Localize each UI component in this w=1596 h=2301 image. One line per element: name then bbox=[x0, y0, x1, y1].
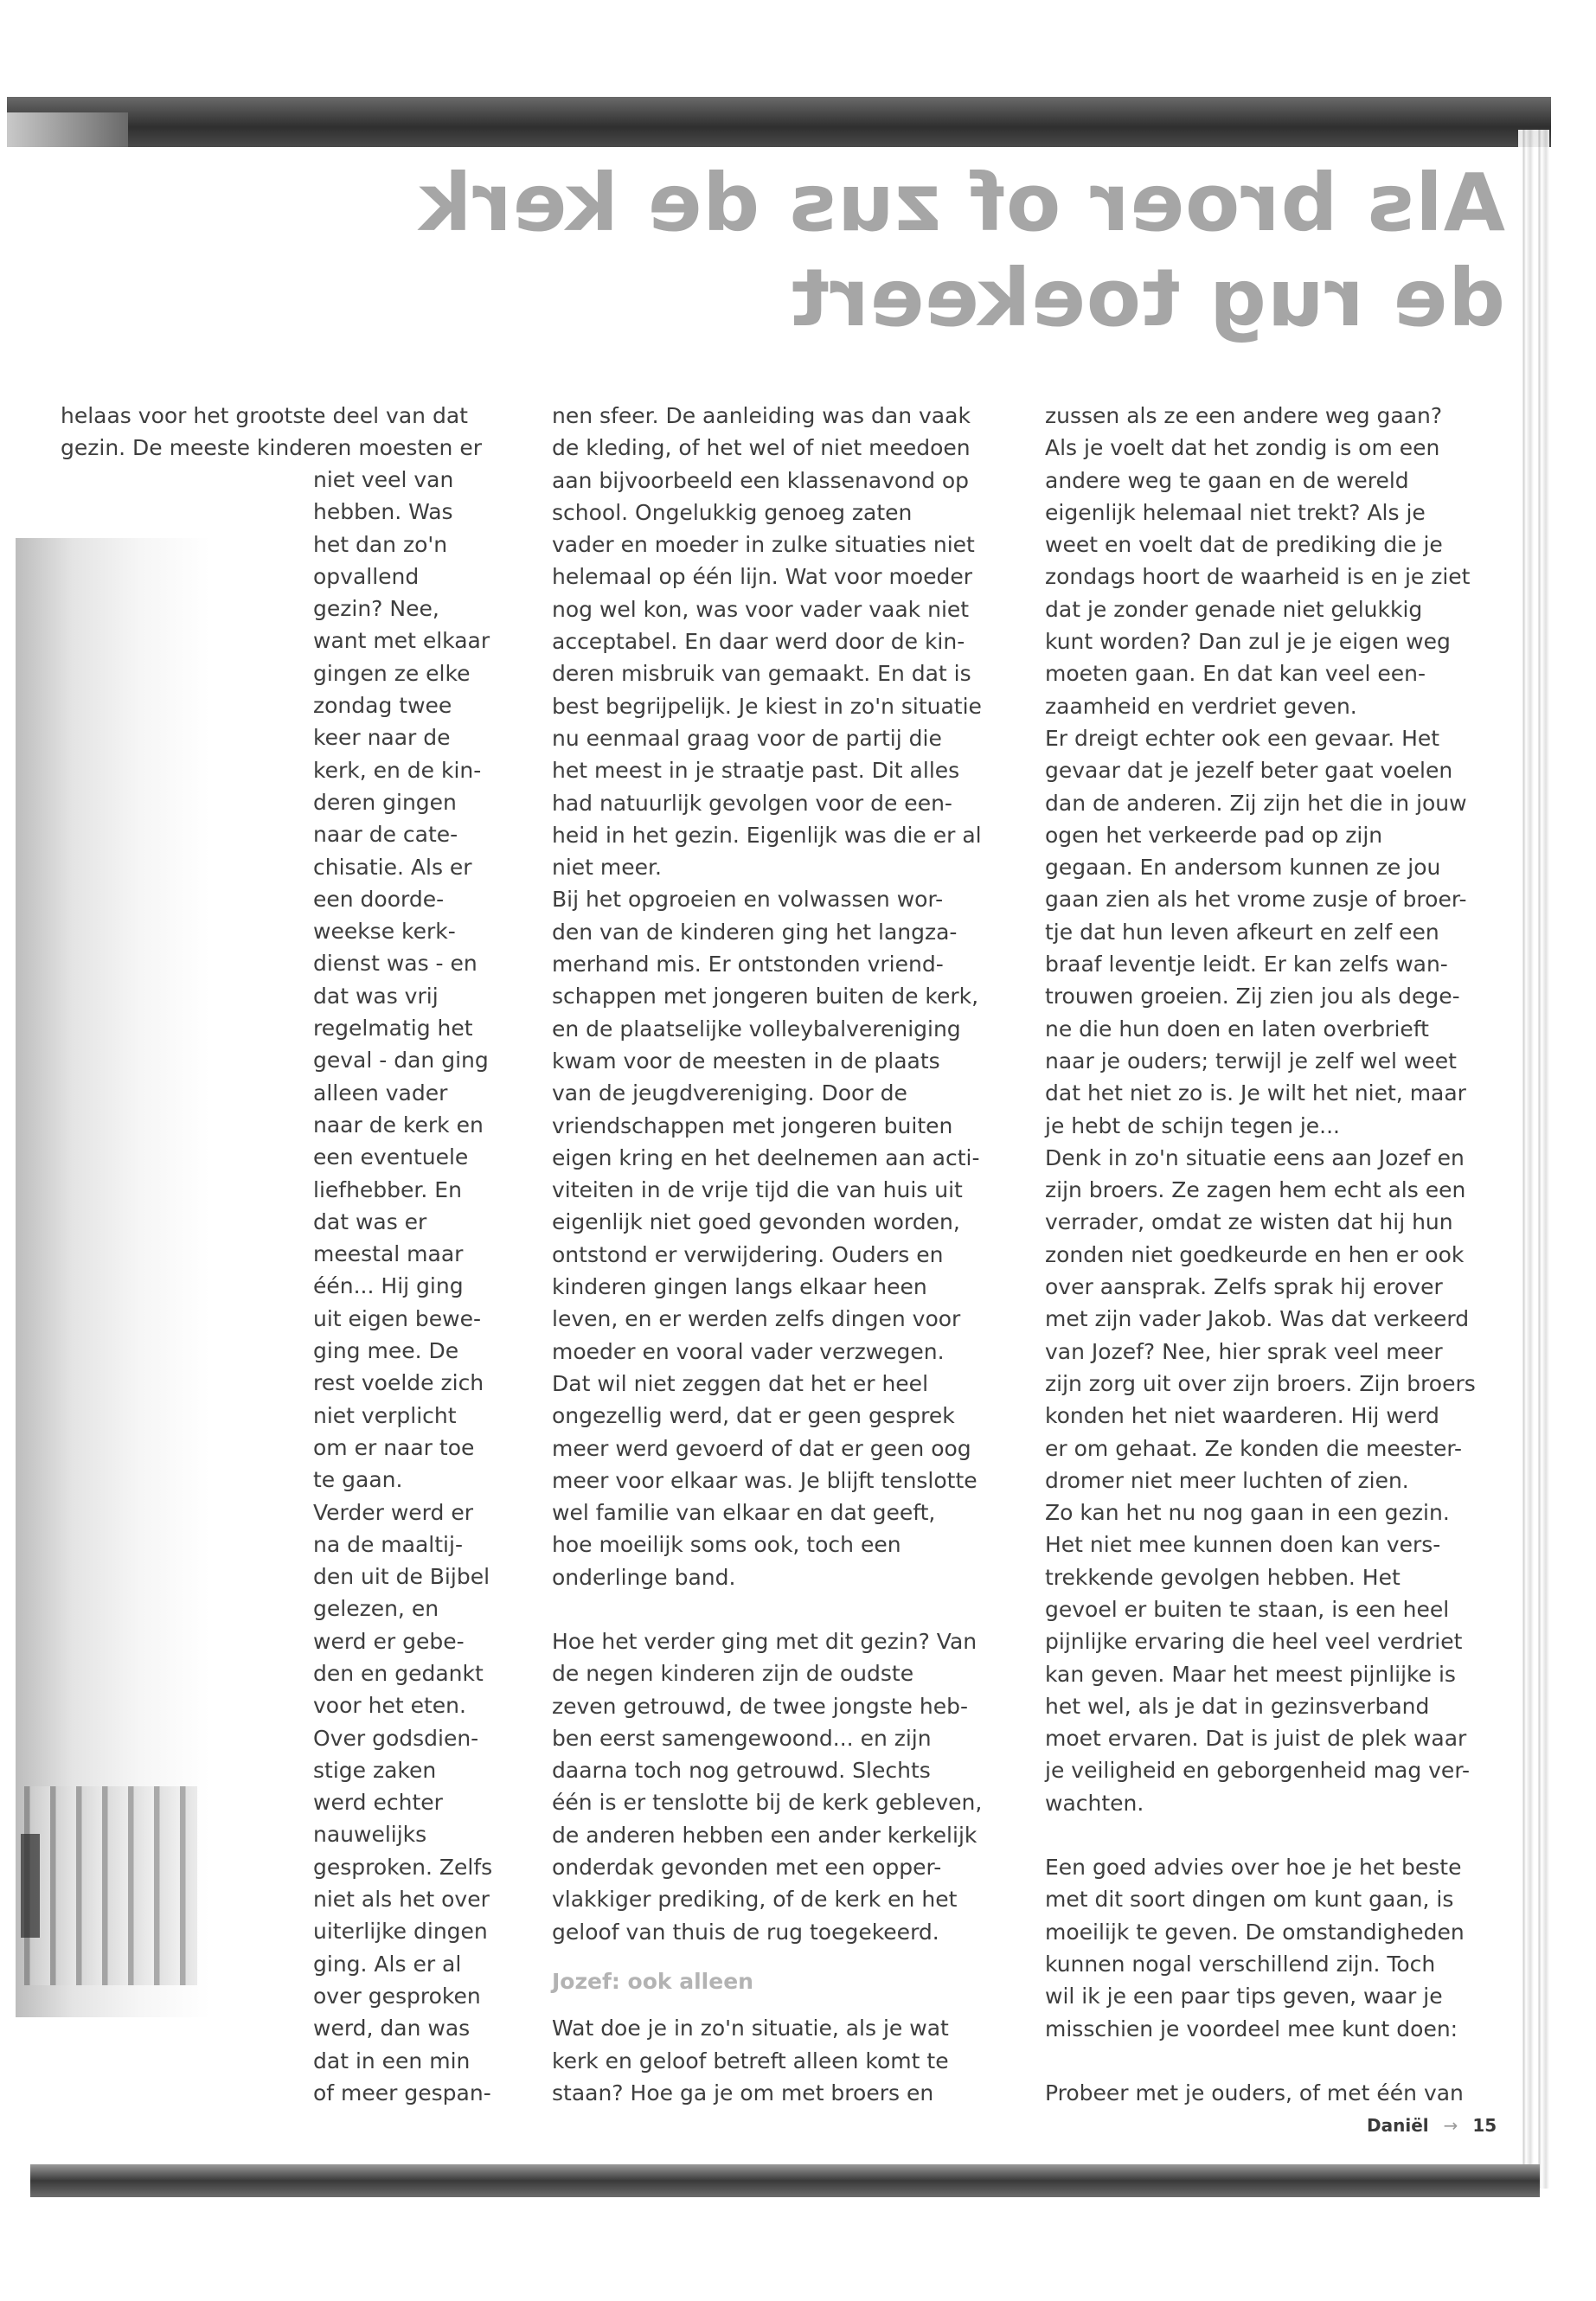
text-line: kunnen nogal verschillend zijn. Toch bbox=[1045, 1951, 1436, 1977]
text-line: deren misbruik van gemaakt. En dat is bbox=[552, 661, 971, 687]
top-scan-bar-highlight bbox=[7, 112, 128, 147]
column-1-text bbox=[313, 464, 521, 2109]
text-line: werd echter bbox=[313, 1790, 443, 1816]
text-line: moeder en vooral vader verzwegen. bbox=[552, 1338, 945, 1364]
text-line: misschien je voordeel mee kunt doen: bbox=[1045, 2016, 1458, 2041]
text-line: zussen als ze een andere weg gaan? bbox=[1045, 403, 1443, 428]
text-line: helaas voor het grootste deel van dat bbox=[61, 403, 468, 428]
text-line: braaf leventje leidt. Er kan zelfs wan- bbox=[1045, 952, 1448, 977]
text-line: over gesproken bbox=[313, 1983, 481, 2009]
text-line: meer werd gevoerd of dat er geen oog bbox=[552, 1435, 971, 1461]
text-line: schappen met jongeren buiten de kerk, bbox=[552, 984, 979, 1009]
text-line: nog wel kon, was voor vader vaak niet bbox=[552, 596, 970, 622]
text-line: zondag twee bbox=[313, 693, 452, 719]
text-line: over aansprak. Zelfs sprak hij erover bbox=[1045, 1274, 1443, 1300]
text-line: merhand mis. Er ontstonden vriend- bbox=[552, 952, 944, 977]
text-line: één is er tenslotte bij de kerk gebleven, bbox=[552, 1790, 983, 1816]
text-line: Verder werd er bbox=[313, 1499, 473, 1525]
text-line: naar de kerk en bbox=[313, 1112, 484, 1138]
text-line: had natuurlijk gevolgen voor de een- bbox=[552, 790, 952, 816]
text-line: want met elkaar bbox=[313, 628, 490, 654]
text-line: hoe moeilijk soms ook, toch een bbox=[552, 1532, 901, 1558]
text-line: gezin? Nee, bbox=[313, 596, 439, 622]
text-line: je hebt de schijn tegen je... bbox=[1045, 1112, 1341, 1138]
text-line: het wel, als je dat in gezinsverband bbox=[1045, 1693, 1430, 1719]
text-line: er om gehaat. Ze konden die meester- bbox=[1045, 1435, 1463, 1461]
text-line: ging. Als er al bbox=[313, 1951, 462, 1977]
text-line: ben eerst samengewoond... en zijn bbox=[552, 1725, 932, 1751]
text-line: om er naar toe bbox=[313, 1434, 475, 1460]
text-line: te gaan. bbox=[313, 1467, 403, 1493]
text-line: werd er gebe- bbox=[313, 1628, 465, 1654]
text-line: kerk, en de kin- bbox=[313, 757, 482, 783]
text-line: zeven getrouwd, de twee jongste heb- bbox=[552, 1693, 968, 1719]
text-line: nu eenmaal graag voor de partij die bbox=[552, 725, 942, 751]
page-number: 15 bbox=[1472, 2115, 1497, 2136]
text-line: dat het niet zo is. Je wilt het niet, maar bbox=[1045, 1080, 1466, 1106]
text-line: pijnlijke ervaring die heel veel verdriet bbox=[1045, 1629, 1463, 1655]
text-line: zijn zorg uit over zijn broers. Zijn broers bbox=[1045, 1370, 1476, 1396]
text-line: de kleding, of het wel of niet meedoen bbox=[552, 435, 971, 461]
text-line: gevoel er buiten te staan, is een heel bbox=[1045, 1596, 1450, 1622]
subheading: Jozef: ook alleen bbox=[552, 1968, 753, 1994]
text-line: Probeer met je ouders, of met één van bbox=[1045, 2080, 1464, 2106]
text-line: eigen kring en het deelnemen aan acti- bbox=[552, 1144, 980, 1170]
text-line: zijn broers. Ze zagen hem echt als een bbox=[1045, 1177, 1466, 1203]
text-line: van de jeugdvereniging. Door de bbox=[552, 1080, 907, 1106]
text-line: vriendschappen met jongeren buiten bbox=[552, 1112, 953, 1138]
text-line: acceptabel. En daar werd door de kin- bbox=[552, 629, 965, 655]
text-line: nen sfeer. De aanleiding was dan vaak bbox=[552, 403, 971, 428]
bottom-scan-bar bbox=[30, 2164, 1540, 2197]
text-line: niet veel van bbox=[313, 467, 454, 492]
text-line: gelezen, en bbox=[313, 1596, 439, 1622]
text-line: dat in een min bbox=[313, 2048, 471, 2073]
text-line: moet ervaren. Dat is juist de plek waar bbox=[1045, 1726, 1467, 1752]
text-line: één... Hij ging bbox=[313, 1273, 464, 1299]
top-scan-bar bbox=[7, 97, 1551, 147]
text-line: zondags hoort de waarheid is en je ziet bbox=[1045, 564, 1471, 590]
text-line: rest voelde zich bbox=[313, 1370, 484, 1396]
column-1-top-text bbox=[61, 400, 510, 465]
text-line: onderdak gevonden met een opper- bbox=[552, 1855, 942, 1881]
text-line: Hoe het verder ging met dit gezin? Van bbox=[552, 1628, 977, 1654]
text-line: Een goed advies over hoe je het beste bbox=[1045, 1855, 1462, 1881]
text-line: dan de anderen. Zij zijn het die in jouw bbox=[1045, 790, 1467, 816]
page-footer bbox=[1367, 2115, 1497, 2136]
text-line: of meer gespan- bbox=[313, 2080, 491, 2106]
text-line: trouwen groeien. Zij zien jou als dege- bbox=[1045, 984, 1460, 1009]
text-line: vader en moeder in zulke situaties niet bbox=[552, 532, 975, 558]
text-line: het meest in je straatje past. Dit alles bbox=[552, 758, 960, 784]
text-line: liefhebber. En bbox=[313, 1176, 462, 1202]
text-line: stige zaken bbox=[313, 1757, 437, 1783]
text-line: kerk en geloof betreft alleen komt te bbox=[552, 2048, 949, 2073]
text-line: Dat wil niet zeggen dat het er heel bbox=[552, 1370, 929, 1396]
text-line: ne die hun doen en laten overbrieft bbox=[1045, 1016, 1429, 1042]
text-line: daarna toch nog getrouwd. Slechts bbox=[552, 1758, 931, 1784]
text-line: naar je ouders; terwijl je zelf wel weet bbox=[1045, 1048, 1457, 1074]
text-line: opvallend bbox=[313, 563, 420, 589]
text-line: aan bijvoorbeeld een klassenavond op bbox=[552, 467, 970, 493]
text-line: dat was er bbox=[313, 1208, 427, 1234]
magazine-name: Daniël bbox=[1367, 2115, 1429, 2136]
text-line: weekse kerk- bbox=[313, 919, 456, 945]
text-line: gesproken. Zelfs bbox=[313, 1854, 493, 1880]
text-line: ogen het verkeerde pad op zijn bbox=[1045, 822, 1383, 848]
text-line: deren gingen bbox=[313, 789, 457, 815]
text-line: kunt worden? Dan zul je je eigen weg bbox=[1045, 629, 1451, 655]
text-line: dromer niet meer luchten of zien. bbox=[1045, 1467, 1409, 1493]
text-line: zonden niet goedkeurde en hen er ook bbox=[1045, 1241, 1465, 1267]
text-line: eigenlijk helemaal niet trekt? Als je bbox=[1045, 499, 1426, 525]
text-line: gingen ze elke bbox=[313, 660, 471, 686]
text-line: wel familie van elkaar en dat geeft, bbox=[552, 1500, 936, 1526]
text-line: keer naar de bbox=[313, 725, 451, 751]
text-line: moeilijk te geven. De omstandigheden bbox=[1045, 1919, 1465, 1945]
text-line: ontstond er verwijdering. Ouders en bbox=[552, 1241, 944, 1267]
text-line: het dan zo'n bbox=[313, 531, 448, 557]
text-line: meestal maar bbox=[313, 1241, 464, 1267]
text-line: andere weg te gaan en de wereld bbox=[1045, 467, 1409, 493]
text-line: een eventuele bbox=[313, 1144, 469, 1170]
article-title bbox=[418, 156, 1505, 381]
column-2-text bbox=[552, 400, 1002, 2109]
text-line: Er dreigt echter ook een gevaar. Het bbox=[1045, 725, 1440, 751]
text-line: wil ik je een paar tips geven, waar je bbox=[1045, 1984, 1443, 2009]
text-line: en de plaatselijke volleybalvereniging bbox=[552, 1016, 961, 1042]
text-line: de anderen hebben een ander kerkelijk bbox=[552, 1822, 977, 1848]
text-line: Over godsdien- bbox=[313, 1725, 479, 1751]
text-line: den en gedankt bbox=[313, 1660, 484, 1686]
text-line: kan geven. Maar het meest pijnlijke is bbox=[1045, 1661, 1456, 1687]
text-line: werd, dan was bbox=[313, 2016, 471, 2041]
text-line: alleen vader bbox=[313, 1080, 448, 1106]
title-line: de rug toekeert bbox=[790, 252, 1505, 344]
text-line: verrader, omdat ze wisten dat hij hun bbox=[1045, 1209, 1453, 1235]
text-line: vlakkiger prediking, of de kerk en het bbox=[552, 1887, 958, 1913]
text-line: gaan zien als het vrome zusje of broer- bbox=[1045, 887, 1467, 913]
text-line: helemaal op één lijn. Wat voor moeder bbox=[552, 564, 973, 590]
text-line: best begrijpelijk. Je kiest in zo'n situatie bbox=[552, 693, 982, 719]
text-line: na de maaltij- bbox=[313, 1531, 463, 1557]
text-line: ging mee. De bbox=[313, 1338, 459, 1364]
text-line: leven, en er werden zelfs dingen voor bbox=[552, 1306, 961, 1332]
text-line: gevaar dat je jezelf beter gaat voelen bbox=[1045, 758, 1453, 784]
title-line: Als broer of zus de kerk bbox=[418, 157, 1505, 249]
text-line: school. Ongelukkig genoeg zaten bbox=[552, 499, 913, 525]
text-line: den van de kinderen ging het langza- bbox=[552, 919, 958, 945]
text-line: met dit soort dingen om kunt gaan, is bbox=[1045, 1887, 1454, 1913]
text-line: uit eigen bewe- bbox=[313, 1305, 482, 1331]
text-line: voor het eten. bbox=[313, 1693, 466, 1719]
text-line: viteiten in de vrije tijd die van huis uit bbox=[552, 1177, 963, 1203]
text-line: dienst was - en bbox=[313, 951, 478, 977]
text-line: konden het niet waarderen. Hij werd bbox=[1045, 1403, 1439, 1429]
text-line: uiterlijke dingen bbox=[313, 1919, 488, 1945]
text-line: meer voor elkaar was. Je blijft tenslotte bbox=[552, 1467, 977, 1493]
text-line: trekkende gevolgen hebben. Het bbox=[1045, 1564, 1401, 1590]
column-3-text bbox=[1045, 400, 1495, 2109]
text-line: ongezellig werd, dat er geen gesprek bbox=[552, 1403, 955, 1429]
text-line: heid in het gezin. Eigenlijk was die er al bbox=[552, 822, 982, 848]
text-line: dat je zonder genade niet gelukkig bbox=[1045, 596, 1423, 622]
text-line: Het niet mee kunnen doen kan vers- bbox=[1045, 1532, 1441, 1558]
text-line: hebben. Was bbox=[313, 499, 453, 525]
text-line: geval - dan ging bbox=[313, 1048, 489, 1074]
text-line: de negen kinderen zijn de oudste bbox=[552, 1661, 914, 1687]
text-line: gezin. De meeste kinderen moesten er bbox=[61, 435, 483, 461]
text-line: je veiligheid en geborgenheid mag ver- bbox=[1045, 1758, 1471, 1784]
text-line: tje dat hun leven afkeurt en zelf een bbox=[1045, 919, 1439, 945]
text-line: niet meer. bbox=[552, 855, 662, 881]
text-line: staan? Hoe ga je om met broers en bbox=[552, 2080, 934, 2106]
text-line: nauwelijks bbox=[313, 1822, 427, 1848]
text-line: den uit de Bijbel bbox=[313, 1564, 490, 1590]
text-line: wachten. bbox=[1045, 1790, 1144, 1816]
text-line: zaamheid en verdriet geven. bbox=[1045, 693, 1357, 719]
photo-dark-detail bbox=[21, 1834, 40, 1938]
text-line: onderlinge band. bbox=[552, 1564, 736, 1590]
text-line: een doorde- bbox=[313, 886, 445, 912]
photo-window-detail bbox=[24, 1786, 197, 1985]
text-line: chisatie. Als er bbox=[313, 854, 472, 880]
text-line: Zo kan het nu nog gaan in een gezin. bbox=[1045, 1500, 1450, 1526]
page-binding-edge bbox=[1518, 130, 1549, 2189]
text-line: naar de cate- bbox=[313, 822, 458, 848]
text-line: kwam voor de meesten in de plaats bbox=[552, 1048, 940, 1074]
text-line: dat was vrij bbox=[313, 983, 439, 1009]
text-line: Bij het opgroeien en volwassen wor- bbox=[552, 887, 944, 913]
text-line: moeten gaan. En dat kan veel een- bbox=[1045, 661, 1426, 687]
text-line: kinderen gingen langs elkaar heen bbox=[552, 1274, 927, 1300]
text-line: geloof van thuis de rug toegekeerd. bbox=[552, 1919, 939, 1945]
text-line: van Jozef? Nee, hier sprak veel meer bbox=[1045, 1338, 1443, 1364]
arrow-icon: → bbox=[1443, 2115, 1458, 2136]
text-line: Wat doe je in zo'n situatie, als je wat bbox=[552, 2016, 949, 2041]
text-line: niet verplicht bbox=[313, 1402, 457, 1428]
text-line: eigenlijk niet goed gevonden worden, bbox=[552, 1209, 960, 1235]
text-line: gegaan. En andersom kunnen ze jou bbox=[1045, 855, 1441, 881]
text-line: regelmatig het bbox=[313, 1016, 473, 1042]
text-line: Denk in zo'n situatie eens aan Jozef en bbox=[1045, 1144, 1465, 1170]
text-line: weet en voelt dat de prediking die je bbox=[1045, 532, 1443, 558]
text-line: niet als het over bbox=[313, 1887, 490, 1913]
text-line: Als je voelt dat het zondig is om een bbox=[1045, 435, 1440, 461]
text-line: met zijn vader Jakob. Was dat verkeerd bbox=[1045, 1306, 1470, 1332]
